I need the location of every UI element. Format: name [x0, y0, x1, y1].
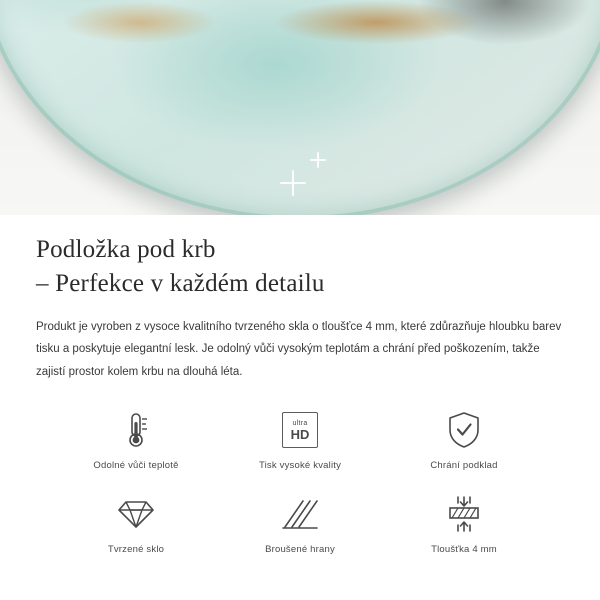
polished-edges-icon [281, 493, 319, 535]
feature-item-thickness [382, 493, 546, 555]
diamond-icon [117, 493, 155, 535]
feature-label: Chrání podklad [430, 460, 498, 472]
headline-line-1: Podložka pod krb [36, 236, 216, 263]
feature-label: Tisk vysoké kvality [258, 460, 342, 472]
feature-label: Tloušťka 4 mm [431, 544, 497, 556]
feature-label: Broušené hrany [265, 544, 335, 556]
marble-pattern [0, 0, 600, 215]
feature-label: Odolné vůči teplotě [93, 460, 179, 472]
feature-label: Tvrzené sklo [107, 544, 165, 556]
feature-item-tempered-glass [54, 493, 218, 555]
feature-item-temperature [54, 409, 218, 471]
headline-line-2: – Perfekce v každém detailu [36, 269, 325, 297]
feature-item-print-quality [218, 409, 382, 471]
feature-item-polished-edges [218, 493, 382, 555]
ultra-hd-icon [282, 409, 318, 451]
feature-item-surface-protection [382, 409, 546, 471]
ultra-hd-badge-bottom: HD [290, 426, 310, 442]
hero-image [0, 0, 600, 215]
page-title [36, 233, 564, 300]
feature-grid [36, 409, 564, 555]
shield-check-icon [447, 409, 481, 451]
ultra-hd-badge-top: ultra [292, 419, 308, 427]
thickness-icon [444, 493, 484, 535]
glass-disc-product-photo [0, 0, 600, 215]
description-paragraph: Produkt je vyroben z vysoce kvalitního tvrzeného skla o tloušťce 4 mm, které zdůrazňuje hloubku barev tisku a poskytuje elegantní lesk. Je odolný vůči vysokým teplotám a chrání před poškozením, takže zajistí prostor kolem krbu na dlouhá léta. [36, 321, 562, 378]
content-section [0, 215, 600, 555]
thermometer-icon [121, 409, 151, 451]
